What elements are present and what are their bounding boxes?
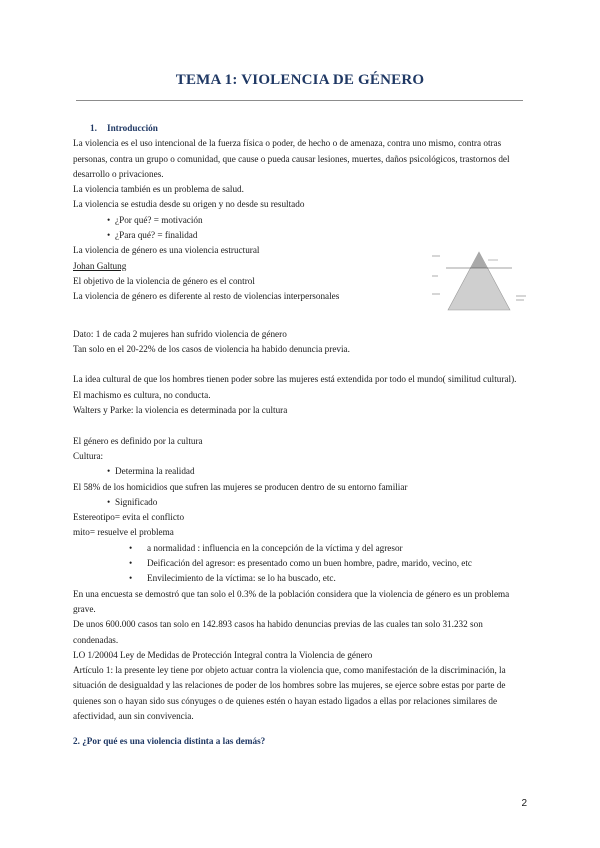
pyramid-diagram [428, 246, 530, 316]
list-item: • Significado [73, 495, 523, 510]
author-name: Johan Galtung [73, 260, 127, 271]
paragraph: Dato: 1 de cada 2 mujeres han sufrido violencia de género [73, 328, 287, 339]
section-title: ¿Por qué es una violencia distinta a las demás? [82, 736, 266, 747]
paragraph: La violencia también es un problema de salud. [73, 184, 244, 195]
paragraph: Tan solo en el 20-22% de los casos de violencia ha habido denuncia previa. [73, 343, 350, 354]
list-item: • Determina la realidad [73, 464, 523, 479]
bullet-icon: • [107, 230, 111, 241]
paragraph: El machismo es cultura, no conducta. [73, 389, 211, 400]
paragraph: La violencia de género es una violencia estructural [73, 245, 260, 256]
document-body [73, 121, 523, 750]
paragraph-article: Artículo 1: la presente ley tiene por objeto actuar contra la violencia que, como manifestación de la discriminación, la situación de desigualdad y las relaciones de poder de los hombres sobre las mujeres, se ejerce sobre estas por parte de quienes son o hayan sido sus cónyuges o de quienes estén o hayan estado ligados a ellas por relaciones similares de afectividad, aun sin convivencia. [73, 665, 506, 721]
list-item: • ¿Para qué? = finalidad [73, 228, 523, 243]
paragraph-definition: La violencia es el uso intencional de la fuerza física o poder, de hecho o de amenaza, contra uno mismo, contra otras personas, contra un grupo o comunidad, que cause o pueda causar lesiones, muertes, daños psicológicos, trastornos del desarrollo o privaciones. [73, 138, 510, 179]
paragraph: El género es definido por la cultura [73, 435, 203, 446]
paragraph: Cultura: [73, 450, 104, 461]
paragraph: La idea cultural de que los hombres tienen poder sobre las mujeres está extendida por todo el mundo( similitud cultural). [73, 374, 517, 385]
paragraph: Walters y Parke: la violencia es determinada por la cultura [73, 405, 288, 416]
bullet-icon: • [129, 573, 133, 584]
paragraph: Estereotipo= evita el conflicto [73, 512, 185, 523]
section-number: 2. [73, 736, 80, 747]
section-heading-introduccion [73, 121, 523, 136]
pyramid-top [471, 252, 487, 268]
list-item: • Deificación del agresor: es presentado como un buen hombre, padre, marido, vecino, etc [73, 556, 523, 571]
section-title: Introducción [107, 123, 158, 133]
paragraph: El 58% de los homicidios que sufren las mujeres se producen dentro de su entorno familiar [73, 481, 408, 492]
title-divider [76, 100, 523, 101]
paragraph: De unos 600.000 casos tan solo en 142.893 casos ha habido denuncias previas de las cuales tan solo 31.232 son condenadas. [73, 619, 483, 645]
list-item: • a normalidad : influencia en la concepción de la víctima y del agresor [73, 541, 523, 556]
paragraph: mito= resuelve el problema [73, 527, 174, 538]
bullet-icon: • [107, 496, 111, 507]
page-number: 2 [521, 798, 527, 809]
bullet-icon: • [107, 466, 111, 477]
list-item: • Envilecimiento de la víctima: se lo ha buscado, etc. [73, 571, 523, 586]
page-title: TEMA 1: VIOLENCIA DE GÉNERO [175, 72, 425, 88]
bullet-icon: • [129, 558, 133, 569]
paragraph: La violencia se estudia desde su origen y no desde su resultado [73, 199, 305, 210]
paragraph: La violencia de género es diferente al resto de violencias interpersonales [73, 291, 340, 302]
list-item: • ¿Por qué? = motivación [73, 213, 523, 228]
bullet-icon: • [129, 542, 133, 553]
paragraph: LO 1/20004 Ley de Medidas de Protección Integral contra la Violencia de género [73, 649, 373, 660]
section-heading-por-que [73, 734, 523, 749]
section-number: 1. [90, 123, 97, 133]
paragraph: El objetivo de la violencia de género es el control [73, 275, 255, 286]
bullet-icon: • [107, 214, 111, 225]
paragraph: En una encuesta se demostró que tan solo el 0.3% de la población considera que la violencia de género es un problema grave. [73, 588, 510, 614]
